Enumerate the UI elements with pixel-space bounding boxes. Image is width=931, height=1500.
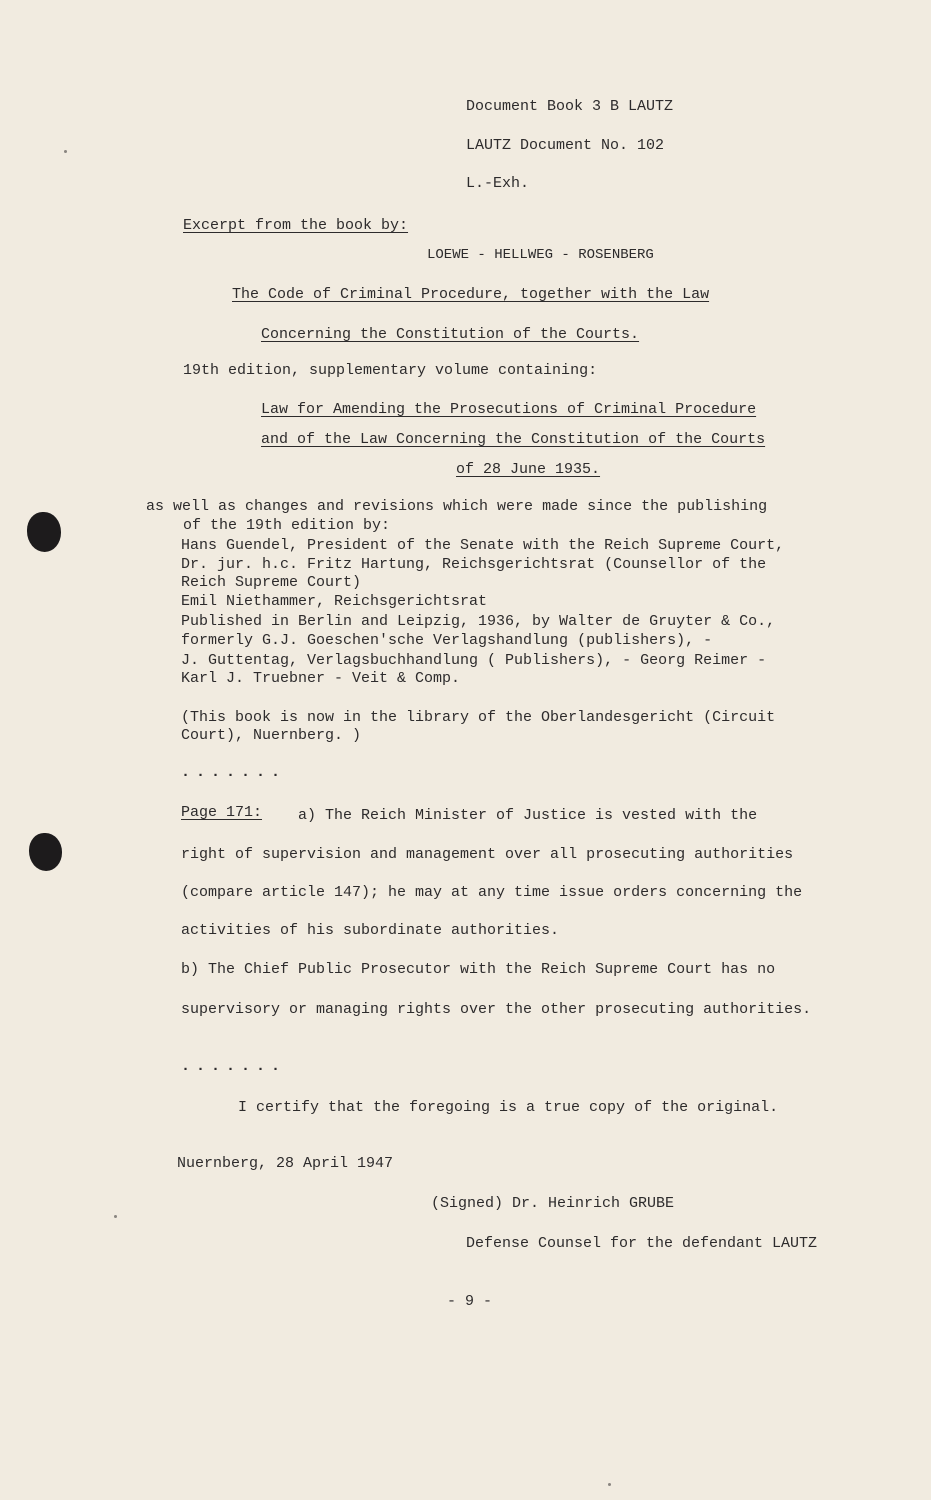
punch-hole-top	[27, 512, 61, 552]
law-title-line-1: Law for Amending the Prosecutions of Criminal Procedure	[261, 401, 757, 418]
excerpt-label: Excerpt from the book by:	[183, 217, 409, 234]
separator-dots: .......	[181, 1058, 287, 1075]
library-note-line: Court), Nuernberg. )	[181, 727, 362, 744]
document-number: LAUTZ Document No. 102	[466, 137, 665, 154]
punch-hole-bottom	[29, 833, 62, 871]
speck	[64, 150, 67, 153]
changes-line: Emil Niethammer, Reichsgerichtsrat	[181, 593, 488, 610]
edition-line: 19th edition, supplementary volume containing:	[183, 362, 598, 379]
document-book-label: Document Book 3 B LAUTZ	[466, 98, 674, 115]
authors: LOEWE - HELLWEG - ROSENBERG	[427, 247, 654, 263]
page-reference: Page 171:	[181, 804, 263, 821]
certification-statement: I certify that the foregoing is a true copy of the original.	[238, 1099, 779, 1116]
speck	[114, 1215, 117, 1218]
paragraph-a-line: right of supervision and management over all prosecuting authorities	[181, 846, 794, 863]
changes-line: Reich Supreme Court)	[181, 574, 362, 591]
changes-line: Hans Guendel, President of the Senate with the Reich Supreme Court,	[181, 537, 785, 554]
law-title-line-3: of 28 June 1935.	[456, 461, 601, 478]
signatory-role: Defense Counsel for the defendant LAUTZ	[466, 1235, 818, 1252]
paragraph-b-line: supervisory or managing rights over the other prosecuting authorities.	[181, 1001, 812, 1018]
changes-line: as well as changes and revisions which were made since the publishing	[146, 498, 768, 515]
paragraph-a-line: a) The Reich Minister of Justice is vested with the	[298, 807, 758, 824]
book-title-line-2: Concerning the Constitution of the Courts.	[261, 326, 640, 343]
paragraph-b-line: b) The Chief Public Prosecutor with the Reich Supreme Court has no	[181, 961, 776, 978]
changes-line: formerly G.J. Goeschen'sche Verlagshandlung (publishers), -	[181, 632, 713, 649]
place-and-date: Nuernberg, 28 April 1947	[177, 1155, 394, 1172]
library-note-line: (This book is now in the library of the Oberlandesgericht (Circuit	[181, 709, 776, 726]
law-title-line-2: and of the Law Concerning the Constitution of the Courts	[261, 431, 766, 448]
page-number: - 9 -	[447, 1293, 493, 1310]
exhibit-label: L.-Exh.	[466, 175, 530, 192]
paragraph-a-line: activities of his subordinate authorities.	[181, 922, 560, 939]
separator-dots: .......	[181, 764, 287, 781]
speck	[608, 1483, 611, 1486]
changes-line: J. Guttentag, Verlagsbuchhandlung ( Publishers), - Georg Reimer -	[181, 652, 767, 669]
changes-line: Karl J. Truebner - Veit & Comp.	[181, 670, 461, 687]
changes-line: Dr. jur. h.c. Fritz Hartung, Reichsgerichtsrat (Counsellor of the	[181, 556, 767, 573]
changes-line: of the 19th edition by:	[183, 517, 391, 534]
book-title-line-1: The Code of Criminal Procedure, together with the Law	[232, 286, 710, 303]
changes-line: Published in Berlin and Leipzig, 1936, by Walter de Gruyter & Co.,	[181, 613, 776, 630]
signature-line: (Signed) Dr. Heinrich GRUBE	[431, 1195, 675, 1212]
paragraph-a-line: (compare article 147); he may at any time issue orders concerning the	[181, 884, 803, 901]
